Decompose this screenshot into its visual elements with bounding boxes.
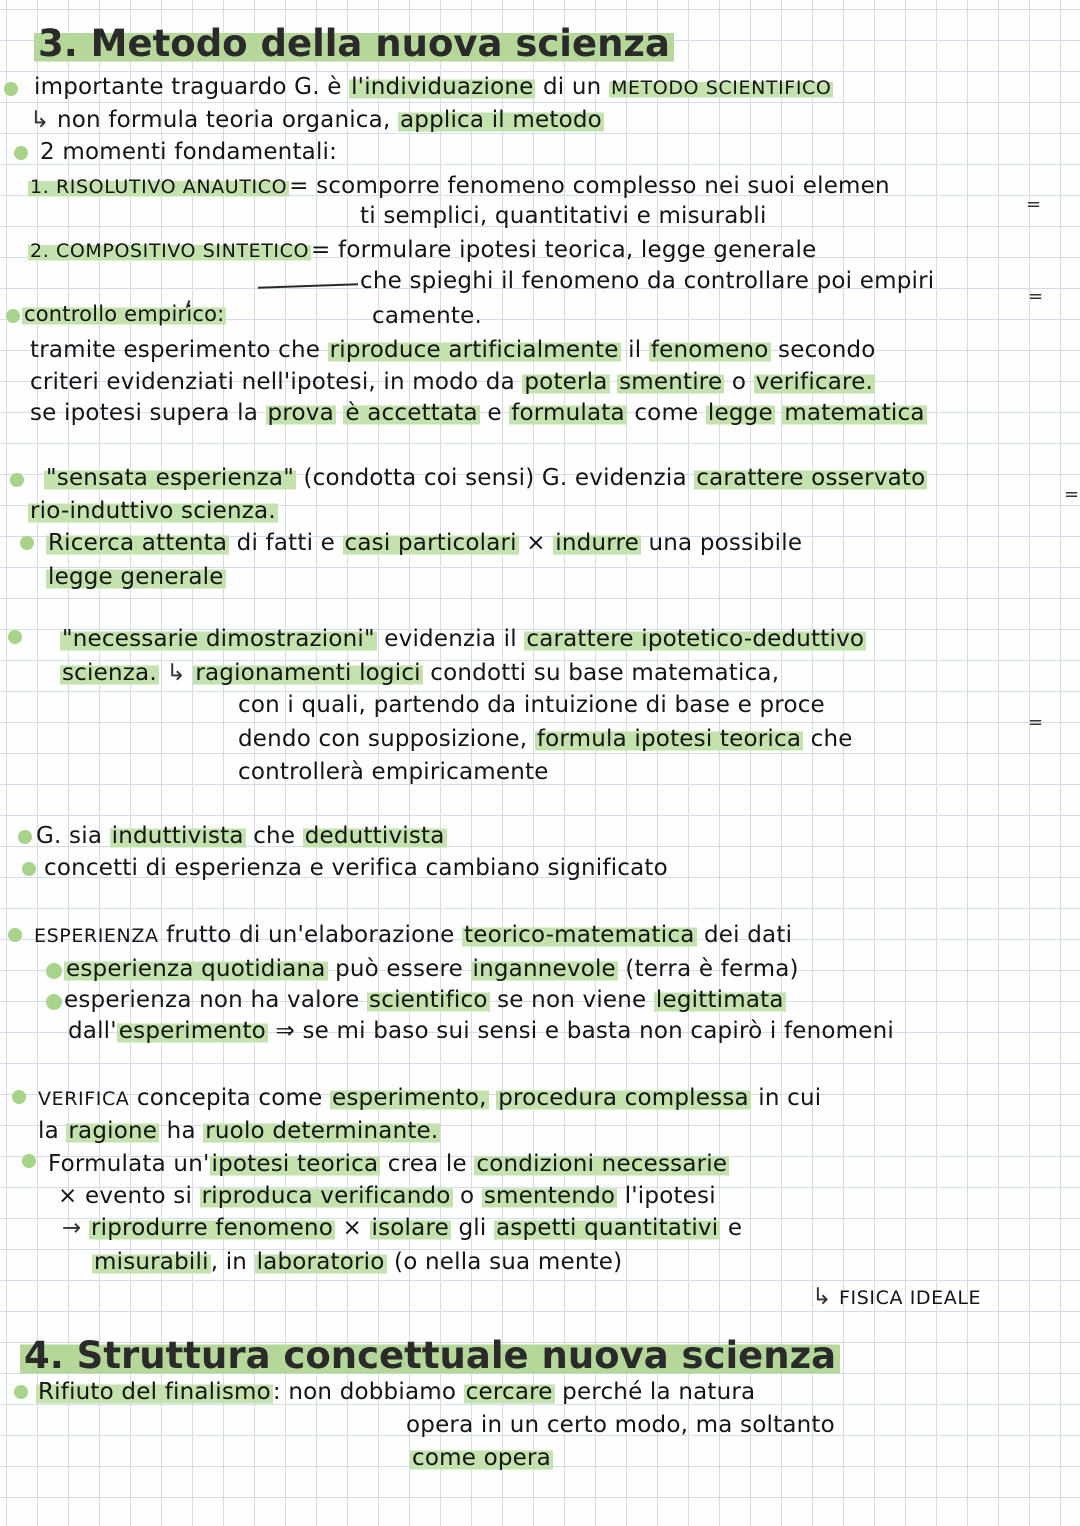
- text: G. sia: [36, 823, 110, 849]
- note-line: [64, 954, 799, 984]
- note-line: [30, 335, 876, 365]
- note-line: [34, 72, 833, 103]
- text: dei dati: [696, 922, 793, 948]
- note-line: 2 momenti fondamentali:: [40, 139, 338, 165]
- highlight: ruolo determinante.: [205, 1118, 439, 1144]
- note-line: [68, 1016, 894, 1046]
- text: [610, 369, 618, 395]
- section-heading-4: [20, 1334, 840, 1378]
- text: × evento si: [58, 1183, 200, 1209]
- note-line: [44, 463, 927, 493]
- note-line: [38, 1083, 821, 1114]
- text: , in: [210, 1249, 255, 1275]
- text: di fatti e: [229, 530, 343, 556]
- text: o: [452, 1183, 482, 1209]
- section-title: 3. Metodo della nuova scienza: [34, 22, 674, 65]
- text: ×: [518, 530, 554, 556]
- text: evidenzia il: [376, 626, 525, 652]
- text: e: [720, 1215, 743, 1241]
- note-line: [30, 367, 875, 397]
- note-line: [92, 1247, 622, 1277]
- highlight-caps: METODO SCIENTIFICO: [610, 77, 832, 99]
- text: gli: [450, 1215, 494, 1241]
- sub-arrow-icon: ↳: [812, 1284, 832, 1310]
- text: non formula teoria organica,: [57, 107, 398, 133]
- highlight: prova: [267, 400, 334, 426]
- text: può essere: [327, 956, 471, 982]
- highlight: teorico-matematica: [464, 922, 695, 948]
- text: condotti su base matematica,: [422, 660, 780, 686]
- text: il: [620, 337, 649, 363]
- highlight: controllo empirico:: [24, 302, 225, 326]
- highlight: legge: [707, 400, 773, 426]
- text: formulare ipotesi teorica, legge generale: [338, 237, 817, 263]
- note-line: [60, 658, 779, 688]
- text: criteri evidenziati nell'ipotesi, in modo da: [30, 369, 523, 395]
- text: la: [38, 1118, 67, 1144]
- highlight: "sensata esperienza": [46, 465, 294, 491]
- note-line: [46, 562, 226, 592]
- highlight: laboratorio: [256, 1249, 385, 1275]
- highlight: Rifiuto del finalismo: [38, 1379, 271, 1405]
- note-line: [34, 920, 792, 951]
- highlight: smentire: [619, 369, 723, 395]
- sub-arrow-icon: ↳: [30, 107, 50, 133]
- note-line: [28, 235, 816, 266]
- note-line: camente.: [372, 303, 482, 329]
- highlight: è accettata: [345, 400, 478, 426]
- bullet-dot: [14, 1385, 28, 1399]
- highlight: riprodurre fenomeno: [91, 1215, 334, 1241]
- text: ⇒ se mi baso sui sensi e basta non capirò i fenomeni: [267, 1018, 894, 1044]
- caps-label: FISICA IDEALE: [839, 1287, 982, 1309]
- bullet-dot: [20, 536, 34, 550]
- note-line: [60, 624, 866, 654]
- continuation-mark: =: [1026, 194, 1042, 215]
- text: (o nella sua mente): [386, 1249, 623, 1275]
- highlight: ragione: [68, 1118, 158, 1144]
- highlight-caps: 2. COMPOSITIVO SINTETICO: [30, 240, 310, 262]
- highlight: smentendo: [483, 1183, 616, 1209]
- text: tramite esperimento che: [30, 337, 328, 363]
- highlight: procedura complessa: [498, 1085, 749, 1111]
- bullet-dot: [8, 630, 22, 644]
- highlight: ingannevole: [472, 956, 616, 982]
- text: come: [626, 400, 706, 426]
- highlight: verificare.: [755, 369, 874, 395]
- note-line: che spieghi il fenomeno da controllare poi empiri: [360, 268, 935, 294]
- highlight: scientifico: [369, 987, 488, 1013]
- bullet-dot: [46, 994, 62, 1010]
- note-line: [46, 528, 802, 558]
- highlight: applica il metodo: [399, 107, 602, 133]
- note-line: [36, 821, 447, 851]
- highlight: misurabili: [94, 1249, 209, 1275]
- highlight: rio-induttivo scienza.: [30, 498, 276, 524]
- highlight: induttivista: [111, 823, 244, 849]
- highlight: scienza.: [62, 660, 157, 686]
- note-line: concetti di esperienza e verifica cambiano significato: [44, 855, 668, 881]
- highlight-caps: 1. RISOLUTIVO ANAUTICO: [30, 176, 288, 198]
- note-line: [28, 171, 890, 202]
- text: perché la natura: [554, 1379, 756, 1405]
- note-line: [22, 299, 226, 329]
- text: : non dobbiamo: [272, 1379, 464, 1405]
- highlight: esperimento: [118, 1018, 266, 1044]
- bullet-dot: [46, 963, 62, 979]
- text: (condotta coi sensi) G. evidenzia: [296, 465, 695, 491]
- caps-label: VERIFICA: [38, 1088, 130, 1110]
- note-line: opera in un certo modo, ma soltanto: [406, 1412, 835, 1438]
- text: o: [724, 369, 754, 395]
- bullet-dot: [10, 473, 24, 487]
- note-line: [38, 1116, 440, 1146]
- highlight: deduttivista: [304, 823, 445, 849]
- note-line: [238, 724, 853, 754]
- note-line: [36, 1377, 755, 1407]
- bullet-dot: [4, 82, 18, 96]
- note-line: [64, 985, 786, 1015]
- right-arrow-icon: →: [62, 1215, 82, 1241]
- note-line: [30, 398, 927, 428]
- highlight: legge generale: [48, 564, 224, 590]
- bullet-dot: [8, 928, 22, 942]
- text: di un: [535, 74, 609, 100]
- note-line: ti semplici, quantitativi e misurabli: [360, 203, 767, 229]
- text: che: [803, 726, 853, 752]
- highlight: fenomeno: [650, 337, 769, 363]
- text: concepita come: [129, 1085, 331, 1111]
- bullet-dot: [14, 146, 28, 160]
- text: frutto di un'elaborazione: [158, 922, 463, 948]
- highlight: casi particolari: [344, 530, 517, 556]
- text: secondo: [770, 337, 876, 363]
- note-line: [28, 496, 278, 526]
- highlight: formulata: [511, 400, 625, 426]
- note-line: controllerà empiricamente: [238, 759, 549, 785]
- continuation-mark: =: [1028, 712, 1044, 733]
- highlight: come opera: [412, 1445, 551, 1471]
- note-line: [48, 1149, 729, 1179]
- highlight: isolare: [371, 1215, 449, 1241]
- highlight: "necessarie dimostrazioni": [62, 626, 375, 652]
- text: dendo con supposizione,: [238, 726, 535, 752]
- bullet-dot: [12, 1090, 26, 1104]
- highlight: legittimata: [655, 987, 784, 1013]
- text: =: [311, 237, 339, 263]
- text: (terra è ferma): [617, 956, 799, 982]
- section-heading-3: [34, 22, 674, 66]
- highlight: cercare: [465, 1379, 553, 1405]
- sub-arrow-icon: ↳: [158, 660, 194, 686]
- text: in cui: [750, 1085, 822, 1111]
- note-line: [62, 1213, 742, 1243]
- highlight: matematica: [784, 400, 925, 426]
- text: che: [245, 823, 303, 849]
- text: una possibile: [640, 530, 803, 556]
- highlight: riproduca verificando: [201, 1183, 451, 1209]
- highlight: condizioni necessarie: [476, 1151, 728, 1177]
- text: e: [479, 400, 510, 426]
- bullet-dot: [6, 309, 20, 323]
- section-title: 4. Struttura concettuale nuova scienza: [20, 1334, 840, 1377]
- text: ×: [335, 1215, 370, 1241]
- text: l'ipotesi: [617, 1183, 716, 1209]
- connector-line: [258, 283, 358, 288]
- bullet-dot: [22, 862, 36, 876]
- note-line: [30, 105, 604, 135]
- text: dall': [68, 1018, 117, 1044]
- text: scomporre fenomeno complesso nei suoi elemen: [316, 173, 890, 199]
- text: importante traguardo G. è: [34, 74, 350, 100]
- highlight: ragionamenti logici: [195, 660, 421, 686]
- text: =: [289, 173, 317, 199]
- note-line: [58, 1181, 716, 1211]
- highlight: formula ipotesi teorica: [536, 726, 802, 752]
- continuation-mark: =: [1028, 286, 1044, 307]
- highlight: esperimento,: [332, 1085, 487, 1111]
- highlight: ipotesi teorica: [211, 1151, 379, 1177]
- note-line: con i quali, partendo da intuizione di base e proce: [238, 692, 825, 718]
- continuation-mark: =: [1064, 484, 1080, 505]
- note-line: [410, 1443, 553, 1473]
- highlight: carattere ipotetico-deduttivo: [526, 626, 865, 652]
- text: se non viene: [489, 987, 654, 1013]
- text: crea le: [380, 1151, 475, 1177]
- note-line: [812, 1282, 981, 1313]
- highlight: aspetti quantitativi: [495, 1215, 719, 1241]
- highlight: carattere osservato: [696, 465, 926, 491]
- highlight: esperienza quotidiana: [66, 956, 326, 982]
- text: Formulata un': [48, 1151, 210, 1177]
- caps-label: ESPERIENZA: [34, 925, 159, 947]
- highlight: poterla: [524, 369, 608, 395]
- highlight: l'individuazione: [351, 74, 534, 100]
- text: se ipotesi supera la: [30, 400, 266, 426]
- bullet-dot: [22, 1154, 36, 1168]
- text: ha: [159, 1118, 204, 1144]
- highlight: Ricerca attenta: [48, 530, 228, 556]
- bullet-dot: [18, 830, 32, 844]
- text: esperienza non ha valore: [64, 987, 368, 1013]
- highlight: indurre: [555, 530, 639, 556]
- highlight: riproduce artificialmente: [329, 337, 619, 363]
